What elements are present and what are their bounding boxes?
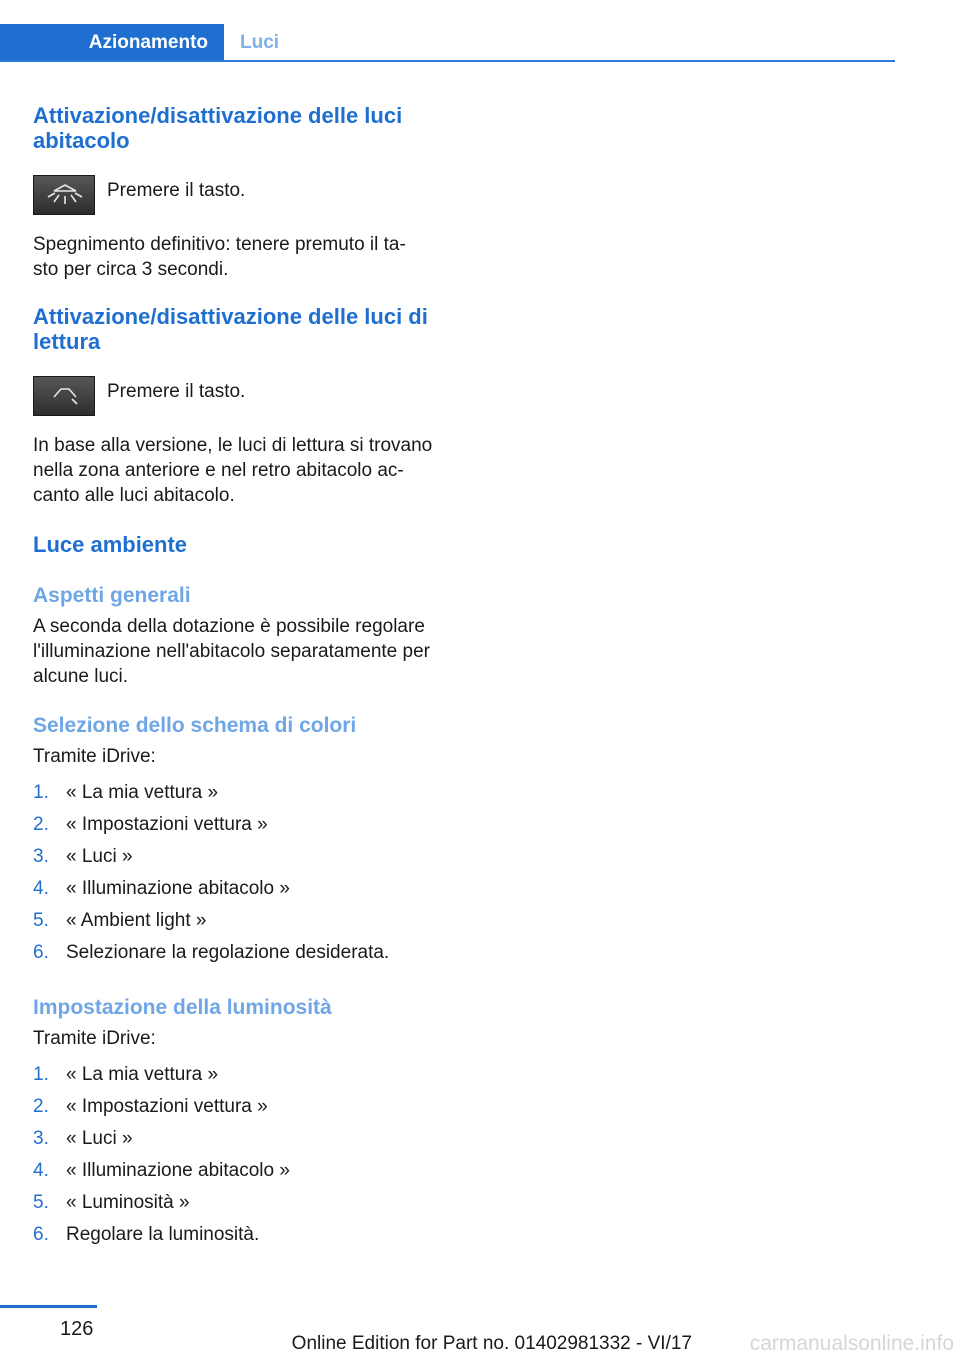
step-number: 4.	[33, 1160, 49, 1181]
brightness-heading: Impostazione della luminosità	[33, 996, 332, 1019]
step-text: Regolare la luminosità.	[66, 1224, 260, 1245]
color-scheme-intro: Tramite iDrive:	[33, 746, 156, 767]
main-content	[33, 103, 453, 1251]
step-text: « Luci »	[66, 846, 133, 867]
list-item	[33, 809, 453, 841]
section-tab: Azionamento	[0, 24, 224, 62]
step-number: 5.	[33, 1192, 49, 1213]
list-item	[33, 937, 453, 969]
list-item	[33, 905, 453, 937]
list-item	[33, 1059, 453, 1091]
step-number: 1.	[33, 1064, 49, 1085]
step-number: 5.	[33, 910, 49, 931]
edition-text: Online Edition for Part no. 01402981332 - VI/17	[291, 1333, 692, 1354]
header-divider	[0, 60, 895, 62]
list-item	[33, 777, 453, 809]
step-number: 2.	[33, 814, 49, 835]
step-number: 4.	[33, 878, 49, 899]
step-text: Selezionare la regolazione desiderata.	[66, 942, 390, 963]
step-text: « Illuminazione abitacolo »	[66, 1160, 290, 1181]
interior-lights-text: Spegnimento definitivo: tenere premuto il ta- sto per circa 3 secondi.	[33, 234, 406, 280]
reading-lights-heading: Attivazione/disattivazione delle luci di lettura	[33, 304, 428, 354]
list-item	[33, 841, 453, 873]
chapter-tab: Luci	[240, 32, 280, 53]
footer-divider	[0, 1305, 97, 1308]
general-aspects-text: A seconda della dotazione è possibile regolare l'illuminazione nell'abitacolo separatamente per alcune luci.	[33, 616, 430, 687]
step-number: 6.	[33, 942, 49, 963]
brightness-steps	[33, 1059, 453, 1251]
step-text: « Impostazioni vettura »	[66, 814, 268, 835]
list-item	[33, 873, 453, 905]
interior-light-button-row	[33, 180, 453, 222]
step-number: 3.	[33, 846, 49, 867]
color-scheme-heading: Selezione dello schema di colori	[33, 714, 357, 737]
step-text: « La mia vettura »	[66, 782, 219, 803]
reading-light-button-row	[33, 381, 453, 423]
step-number: 6.	[33, 1224, 49, 1245]
interior-light-caption: Premere il tasto.	[107, 180, 246, 201]
list-item	[33, 1123, 453, 1155]
interior-lights-heading: Attivazione/disattivazione delle luci abitacolo	[33, 103, 403, 153]
reading-lights-text: In base alla versione, le luci di lettura si trovano nella zona anteriore e nel retro abitacolo ac- canto alle luci abitacolo.	[33, 435, 433, 506]
list-item	[33, 1091, 453, 1123]
general-aspects-heading: Aspetti generali	[33, 584, 191, 607]
list-item	[33, 1187, 453, 1219]
reading-light-caption: Premere il tasto.	[107, 381, 246, 402]
page-number: 126	[60, 1318, 94, 1340]
step-text: « Impostazioni vettura »	[66, 1096, 268, 1117]
step-text: « Luminosità »	[66, 1192, 190, 1213]
reading-light-icon	[33, 376, 95, 416]
step-text: « Luci »	[66, 1128, 133, 1149]
step-number: 2.	[33, 1096, 49, 1117]
list-item	[33, 1155, 453, 1187]
step-number: 1.	[33, 782, 49, 803]
ambient-light-heading: Luce ambiente	[33, 532, 188, 557]
step-text: « Ambient light »	[66, 910, 207, 931]
step-text: « La mia vettura »	[66, 1064, 219, 1085]
watermark: carmanualsonline.info	[749, 1332, 954, 1355]
page-header	[0, 24, 895, 62]
brightness-intro: Tramite iDrive:	[33, 1028, 156, 1049]
color-scheme-steps	[33, 777, 453, 969]
list-item	[33, 1219, 453, 1251]
step-number: 3.	[33, 1128, 49, 1149]
step-text: « Illuminazione abitacolo »	[66, 878, 290, 899]
interior-light-icon	[33, 175, 95, 215]
